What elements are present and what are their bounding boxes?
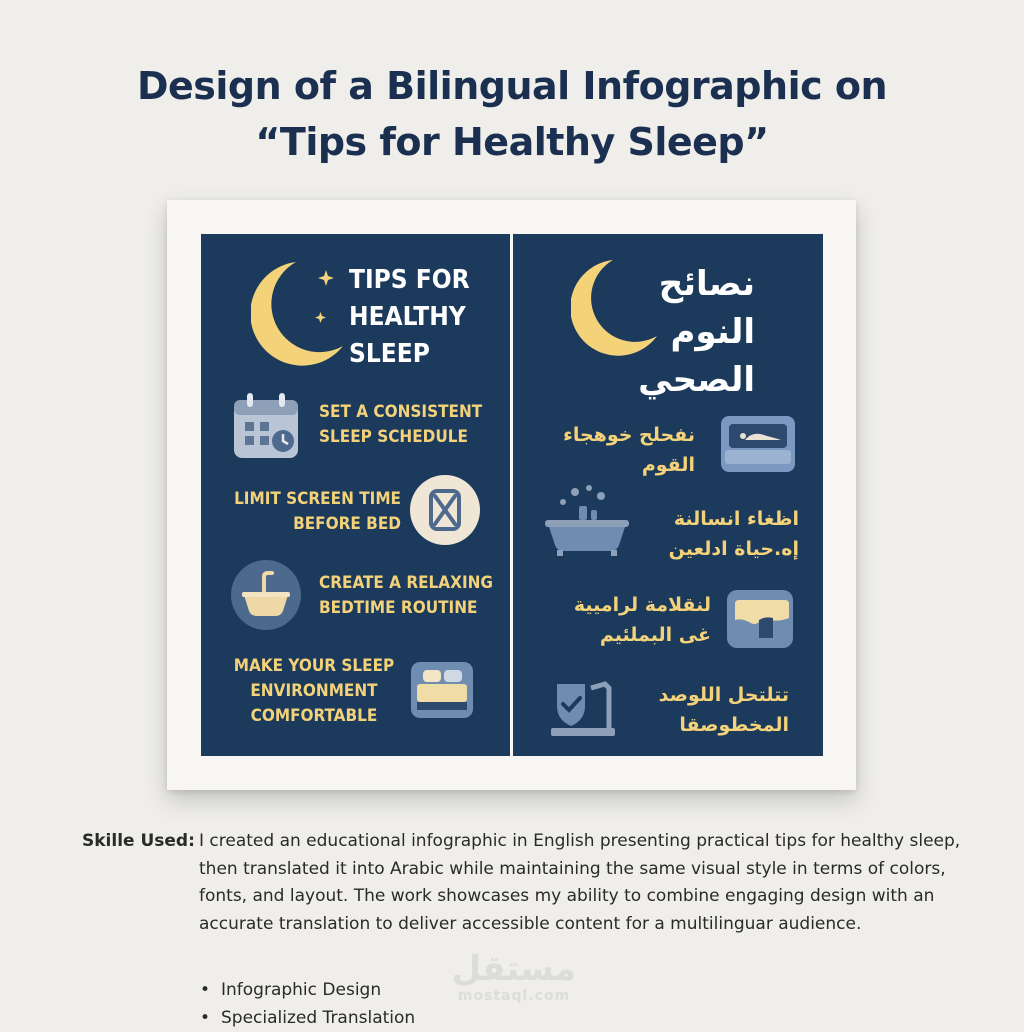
arabic-tip-3 — [574, 590, 711, 650]
english-tip-2 — [231, 487, 401, 537]
watermark-arabic: مستقل — [451, 949, 576, 989]
arabic-tip-4 — [659, 680, 789, 740]
arabic-panel — [513, 234, 823, 756]
arabic-heading-line: نصائح — [658, 264, 755, 304]
project-description — [82, 828, 962, 938]
arabic-tip-line: غى البملئيم — [599, 624, 711, 646]
arabic-tip-line: نفحلح خوهجاء — [563, 424, 695, 446]
english-heading — [349, 262, 470, 373]
english-tip-line: MAKE YOUR SLEEP — [233, 656, 395, 676]
english-tip-line: CREATE A RELAXING — [319, 573, 493, 593]
english-tip-line: SET A CONSISTENT — [319, 402, 483, 422]
english-tip-line: BEDTIME ROUTINE — [319, 598, 478, 618]
no-screen-icon — [409, 474, 481, 546]
bath-icon — [230, 559, 302, 631]
arabic-heading-line: النوم — [670, 312, 755, 352]
title-line-2: “Tips for Healthy Sleep” — [255, 120, 769, 164]
english-tip-4 — [229, 654, 399, 729]
title-line-1: Design of a Bilingual Infographic on — [136, 64, 888, 108]
skills-label: Skille Used: — [82, 831, 195, 851]
watermark-latin: mostaql.com — [457, 988, 571, 1004]
bed-icon — [717, 414, 799, 474]
skill-item: • Specialized Translation — [200, 1004, 415, 1032]
pillow-icon — [723, 586, 797, 652]
english-tip-line: SLEEP SCHEDULE — [319, 427, 468, 447]
bathtub-icon — [541, 482, 633, 558]
english-tip-3 — [319, 571, 493, 621]
english-tip-line: COMFORTABLE — [250, 706, 378, 726]
english-panel — [201, 234, 510, 756]
arabic-tip-line: القوم — [641, 454, 695, 476]
page-title — [0, 58, 1024, 170]
english-tip-line: ENVIRONMENT — [250, 681, 378, 701]
english-heading-line: HEALTHY — [349, 302, 466, 332]
english-tip-line: BEFORE BED — [293, 514, 401, 534]
english-tip-1 — [319, 400, 482, 450]
mostaql-watermark — [452, 950, 576, 1004]
english-tip-line: LIMIT SCREEN TIME — [234, 489, 401, 509]
arabic-tip-line: المخطوصقا — [679, 714, 789, 736]
calendar-icon — [230, 390, 302, 462]
arabic-tip-line: تتلتحل اللوصد — [658, 684, 789, 706]
arabic-tip-line: اظغاء انسالنة — [673, 508, 799, 530]
description-text: I created an educational infographic in English presenting practical tips for healthy sleep, then translated it into Arabic while maintaining the same visual style in terms of colors, fonts, and layout. The work showcases my ability to combine engaging design with an accurate translation to deliver accessible content for a multilinguar audience. — [199, 831, 961, 934]
arabic-heading — [638, 260, 755, 404]
english-heading-line: SLEEP — [349, 339, 430, 369]
arabic-tip-line: لنقلامة لراميية — [573, 594, 711, 616]
arabic-tip-line: إه.حياة ادلعين — [668, 538, 799, 560]
arabic-heading-line: الصحي — [638, 360, 755, 400]
moon-icon — [251, 258, 351, 368]
english-heading-line: TIPS FOR — [349, 265, 470, 295]
shield-device-icon — [549, 680, 619, 740]
bed-icon — [407, 658, 477, 722]
arabic-tip-1 — [563, 420, 695, 480]
skill-item: • Infographic Design — [200, 976, 415, 1004]
arabic-tip-2 — [669, 504, 799, 564]
